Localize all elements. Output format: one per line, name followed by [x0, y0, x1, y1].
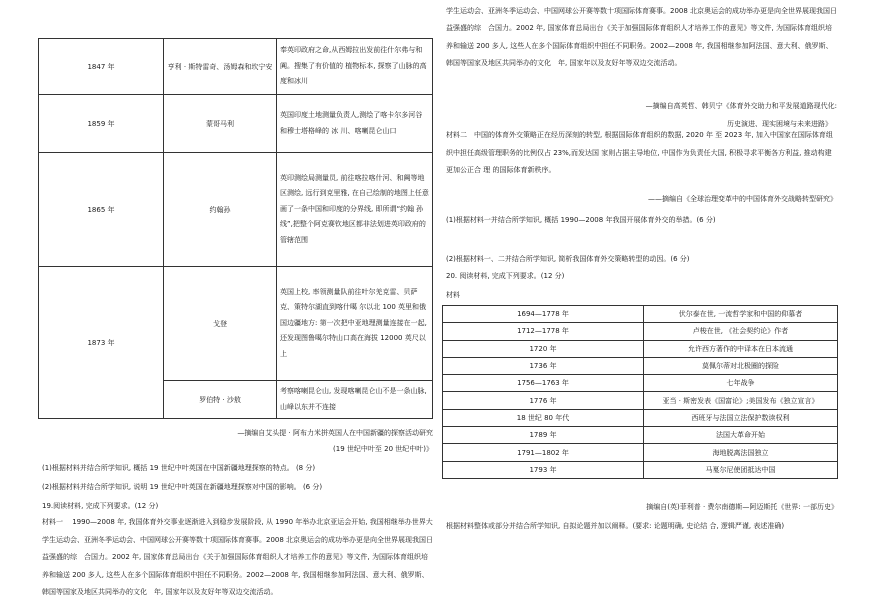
chronology-table — [442, 305, 838, 479]
year-cell: 1859 年 — [39, 95, 164, 153]
source-citation-subtitle: (19 世纪中叶至 20 世纪中叶)》 — [333, 445, 433, 453]
person-cell: 蒙哥马利 — [164, 95, 277, 153]
source-citation: ——摘编自《全球治理变革中的中国体育外交战略转型研究》 — [648, 195, 837, 203]
material-1-continued — [446, 6, 838, 91]
event-cell: 莫佩尔蒂对北极圈的探险 — [644, 357, 838, 374]
table-row — [443, 323, 838, 340]
source-citation: —摘编自高英哲、韩贝宁《体育外交助力和平发展道路现代化: — [645, 102, 837, 110]
table-row — [39, 39, 433, 95]
table-row — [39, 267, 433, 381]
period-cell: 1756—1763 年 — [443, 375, 644, 392]
source-citation-subtitle: 历史演进、现实困境与未来进路》 — [727, 120, 832, 128]
event-cell: 亚当 · 斯密发表《国富论》;美国发布《独立宣言》 — [644, 392, 838, 409]
table-row — [443, 427, 838, 444]
description-cell: 奉英印政府之命,从西姆拉出发前往什尔弗与和阗。搜集了有价值的 植物标本, 探察了山脉的高度和冰川 — [277, 39, 433, 95]
person-cell: 亨利 · 斯特雷奇、汤姆森和坎宁安 — [164, 39, 277, 95]
table-row — [443, 392, 838, 409]
event-cell: 西班牙与法国立法保护数读权利 — [644, 409, 838, 426]
table-row — [443, 444, 838, 461]
table-row — [443, 461, 838, 478]
essay-instruction: 根据材料整体或部分并结合所学知识, 自拟论题并加以阐释。(要求: 论题明确, 史论结 合, 逻辑严谨, 表述准确) — [446, 522, 785, 530]
table-row — [443, 357, 838, 374]
question-2: (2)根据材料并结合所学知识, 说明 19 世纪中叶英国在新疆地理探察对中国的影响。 (6 分) — [42, 483, 323, 491]
description-cell: 考察喀喇昆仑山, 发现喀喇昆仑山不是一条山脉, 山峰以东并不连接 — [277, 381, 433, 419]
table-row — [443, 375, 838, 392]
period-cell: 1776 年 — [443, 392, 644, 409]
period-cell: 1789 年 — [443, 427, 644, 444]
question-19-1: (1)根据材料一并结合所学知识, 概括 1990—2008 年我国开展体育外交的举措。(6 分) — [446, 216, 716, 224]
person-cell: 罗伯特 · 沙敖 — [164, 381, 277, 419]
event-cell: 七年战争 — [644, 375, 838, 392]
period-cell: 1791—1802 年 — [443, 444, 644, 461]
question-1: (1)根据材料并结合所学知识, 概括 19 世纪中叶英国在中国新疆地理探察的特点。 (8 分) — [42, 464, 316, 472]
period-cell: 1793 年 — [443, 461, 644, 478]
event-cell: 法国大革命开始 — [644, 427, 838, 444]
table-row — [39, 95, 433, 153]
description-cell: 英印测绘局测量员, 前往喀拉喀什河、和阗等地区测绘, 远行到克里雅, 在自己绘制的地图上任意画了一条中国和印度的分界线, 即所谓“约翰 孙线”,把整个阿克赛钦地区都非法划进英印政府的管辖范围 — [277, 153, 433, 267]
table-row — [443, 306, 838, 323]
event-cell: 伏尔泰在世, 一流哲学家和中国的仰慕者 — [644, 306, 838, 323]
year-cell: 1873 年 — [39, 267, 164, 419]
table-row — [39, 153, 433, 267]
material-1-start — [42, 514, 434, 596]
period-cell: 18 世纪 80 年代 — [443, 409, 644, 426]
description-cell: 英国印度土地测量负责人,测绘了喀卡尔多河谷和穆士塔格峰的 冰 川、喀喇昆仑山口 — [277, 95, 433, 153]
event-cell: 允许西方著作的中译本在日本流通 — [644, 340, 838, 357]
event-cell: 马戛尔尼使团抵达中国 — [644, 461, 838, 478]
source-citation: —摘编自艾头提 · 阿布力米拼英国人在中国新疆的探察活动研究 — [237, 429, 433, 437]
exploration-table — [38, 38, 433, 419]
period-cell: 1694—1778 年 — [443, 306, 644, 323]
year-cell: 1865 年 — [39, 153, 164, 267]
person-cell: 约翰孙 — [164, 153, 277, 267]
event-cell: 卢梭在世, 《社会契约论》作者 — [644, 323, 838, 340]
description-cell: 英国上校, 率领测量队前往叶尔羌克雷、贝萨克、策特尔湖直到喀什噶 尔以北 100 英里和俄国边疆地方: 第一次把中亚地理测量连接在一起,还发现图鲁噶尔特山口高在海拔 12000 英尺以上 — [277, 267, 433, 381]
material-1-continued-text: 学生运动会、亚洲冬季运动会、中国网球公开赛等数十项国际体育赛事。2008 北京奥运会的成功举办更是向全世界展现我国日益强盛的综 合国力。2002 年, 国家体育总局出台《关于加强国际体育组织人才培养工作的意见》等文件, 为国际体育组织培养和输送 200 多人, 这些人在多个国际体育组织中担任不同职务。2002—2008 年, 我国相继参加阿法国、意大利、俄罗斯、韩国等国家及地区共同举办的文化 年, 国家年以及友好年等双边交流活动。 — [446, 6, 838, 67]
question-19-heading: 19.阅读材料, 完成下列要求。(12 分) — [42, 502, 159, 510]
period-cell: 1720 年 — [443, 340, 644, 357]
table-row — [443, 409, 838, 426]
material-1-text: 材料一 1990—2008 年, 我国体育外交事业逐渐进入到稳步发展阶段, 从 1990 年举办北京亚运会开始, 我国相继举办世界大学生运动会、亚洲冬季运动会、中国网球公开赛等数十项国际体育赛事。2008 北京奥运会的成功举办更是向全世界展现我国日益强盛的综 合国力。2002 年, 国家体育总局出台《关于加强国际体育组织人才培养工作的意见》等文件, 为国际体育组织培养和输送 200 多人, 这些人在多个国际体育组织中担任不同职务。2002—2008 年, 我国相继参加阿法国、意大利、俄罗斯、韩国等国家及地区共同举办的文化 年, 国家年以及友好年等双边交流活动。 — [42, 518, 434, 596]
event-cell: 海地脱离法国独立 — [644, 444, 838, 461]
material-2: 材料二 中国的体育外交策略正在经历深刻的转型, 根据国际体育组织的数据, 2020 年 至 2023 年, 加入中国家在国际体育组织中担任高级管理职务的比例仅占 23%,而发达国 家则占据主导地位, 中国作为负责任大国, 积极寻求平衡各方利益, 推动构建更加公正合 理 的国际体育新秩序。 — [446, 131, 833, 174]
question-20-heading: 20. 阅读材料, 完成下列要求。(12 分) — [446, 272, 565, 280]
period-cell: 1736 年 — [443, 357, 644, 374]
person-cell: 戈登 — [164, 267, 277, 381]
year-cell: 1847 年 — [39, 39, 164, 95]
period-cell: 1712—1778 年 — [443, 323, 644, 340]
source-citation: 摘编自(英)菲利普 · 费尔南德斯—阿迈斯托《世界: 一部历史》 — [646, 503, 838, 511]
table-row — [443, 340, 838, 357]
material-label: 材料 — [446, 291, 460, 299]
question-19-2: (2)根据材料一、二并结合所学知识, 简析我国体育外交策略转型的动因。(6 分) — [446, 255, 690, 263]
